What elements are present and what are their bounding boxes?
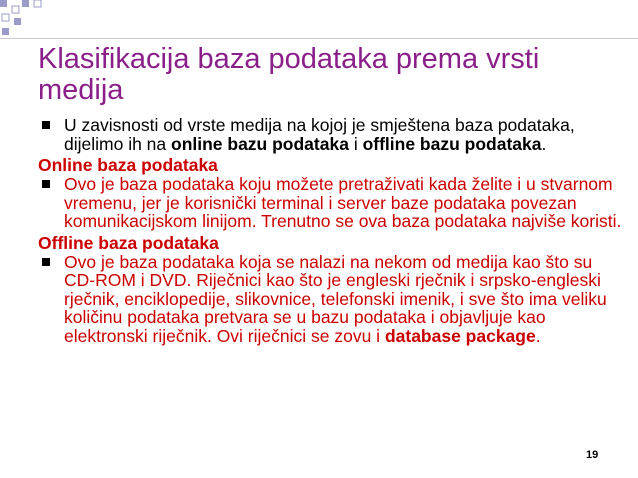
- bullet-offline: [38, 253, 628, 346]
- bullet-intro-conjunction: i: [348, 133, 363, 154]
- bullet-intro-end: .: [541, 133, 547, 154]
- slide-title: Klasifikacija baza podataka prema vrsti medija: [38, 43, 540, 106]
- slide-content: [38, 116, 628, 345]
- heading-offline: Offline baza podataka: [38, 232, 219, 253]
- online-term: online bazu podataka: [171, 133, 349, 154]
- bullet-square-icon: [42, 121, 50, 129]
- database-package-term: database package: [384, 325, 536, 346]
- bullet-online-text: Ovo je baza podataka koju možete pretraživati kada želite i u stvarnom vremenu, jer je korisnički terminal i server baze podataka povezan komunikacijskom linijom. Trenutno se ova baza podataka najviše koristi.: [64, 174, 622, 231]
- heading-online: Online baza podataka: [38, 155, 218, 175]
- page-number: 19: [586, 449, 599, 461]
- bullet-offline-end: .: [535, 325, 541, 346]
- bullet-intro-text: U zavisnosti od vrste medija na kojoj je smještena baza podataka, dijelimo ih na: [64, 115, 575, 154]
- offline-term: offline bazu podataka: [362, 133, 542, 154]
- header-divider: [0, 38, 638, 39]
- bullet-online: [38, 175, 628, 231]
- corner-decoration: [0, 0, 60, 40]
- bullet-square-icon: [42, 180, 50, 188]
- bullet-square-icon: [42, 258, 50, 266]
- bullet-intro: [38, 116, 628, 153]
- bullet-offline-text: Ovo je baza podataka koja se nalazi na nekom od medija kao što su CD-ROM i DVD. Riječnici kao što je engleski rječnik i srpsko-engleski rječnik, enciklopedije, slikovnice, telefonski imenik, i sve što ima veliku količinu podataka pretvara se u bazu podataka i objavljuje kao elektronski riječnik. Ovi riječnici se zovu i: [64, 251, 607, 346]
